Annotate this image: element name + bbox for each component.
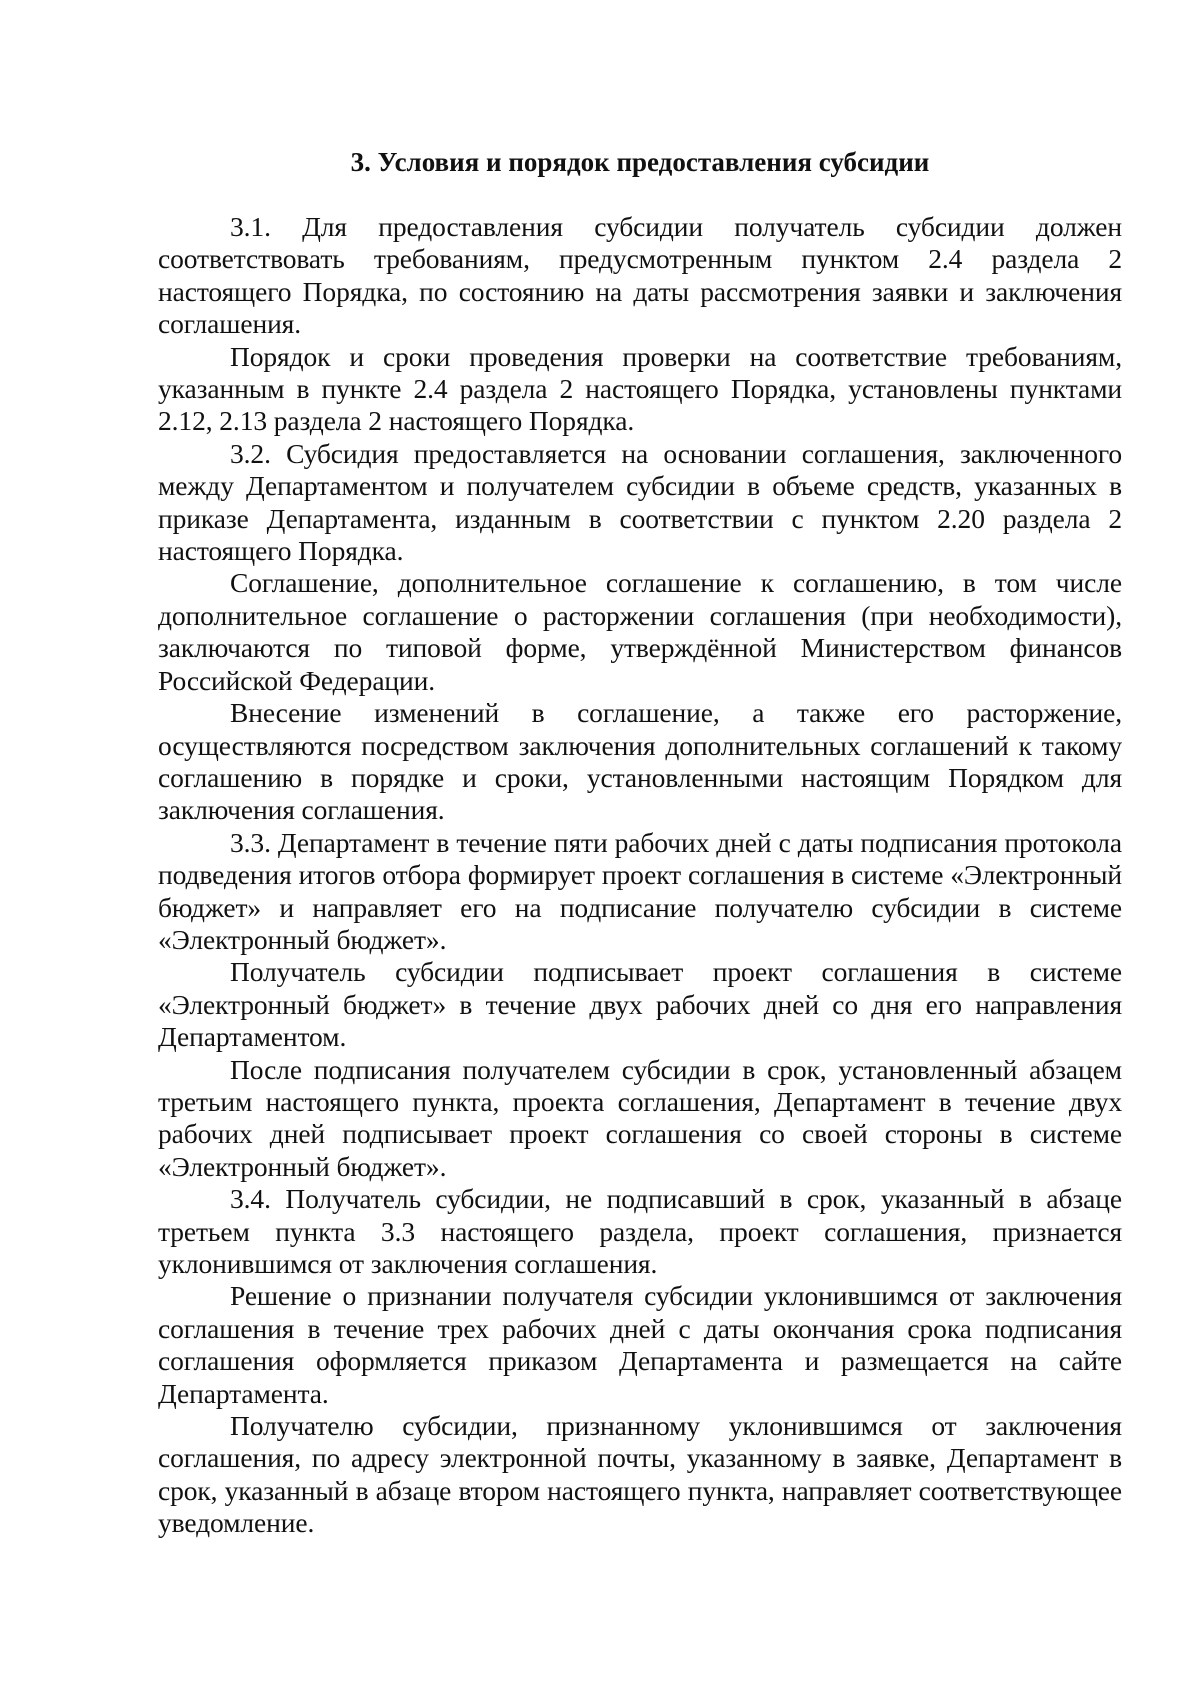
paragraph-evasion-decision: Решение о признании получателя субсидии уклонившимся от заключения соглашения в течение трех рабочих дней с даты окончания срока подписания соглашения оформляется приказом Департамента и размещается на сайте Департамента.: [158, 1280, 1122, 1409]
paragraph-agreement-changes: Внесение изменений в соглашение, а также его расторжение, осуществляются посредством заключения дополнительных соглашений к такому соглашению в порядке и сроки, установленными настоящим Порядком для заключения соглашения.: [158, 697, 1122, 826]
document-body: [158, 211, 1122, 1540]
section-title: 3. Условия и порядок предоставления субсидии: [350, 147, 930, 177]
paragraph-3-4: 3.4. Получатель субсидии, не подписавший в срок, указанный в абзаце третьем пункта 3.3 настоящего раздела, проект соглашения, признается уклонившимся от заключения соглашения.: [158, 1183, 1122, 1279]
paragraph-3-2: 3.2. Субсидия предоставляется на основании соглашения, заключенного между Департаментом и получателем субсидии в объеме средств, указанных в приказе Департамента, изданным в соответствии с пунктом 2.20 раздела 2 настоящего Порядка.: [158, 437, 1122, 567]
paragraph-notification: Получателю субсидии, признанному уклонившимся от заключения соглашения, по адресу электронной почты, указанному в заявке, Департамент в срок, указанный в абзаце втором настоящего пункта, направляет соответствующее уведомление.: [158, 1410, 1122, 1539]
paragraph-3-3: 3.3. Департамент в течение пяти рабочих дней с даты подписания протокола подведения итогов отбора формирует проект соглашения в системе «Электронный бюджет» и направляет его на подписание получателю субсидии в системе «Электронный бюджет».: [158, 826, 1122, 955]
paragraph-department-signs: После подписания получателем субсидии в срок, установленный абзацем третьим настоящего пункта, проекта соглашения, Департамент в течение двух рабочих дней подписывает проект соглашения со своей стороны в системе «Электронный бюджет».: [158, 1053, 1122, 1182]
paragraph-agreement-form: Соглашение, дополнительное соглашение к соглашению, в том числе дополнительное соглашение о расторжении соглашения (при необходимости), заключаются по типовой форме, утверждённой Министерством финансов Российской Федерации.: [158, 567, 1122, 696]
paragraph-check-procedure: Порядок и сроки проведения проверки на соответствие требованиям, указанным в пункте 2.4 раздела 2 настоящего Порядка, установлены пунктами 2.12, 2.13 раздела 2 настоящего Порядка.: [158, 340, 1122, 437]
paragraph-recipient-signs: Получатель субсидии подписывает проект соглашения в системе «Электронный бюджет» в течение двух рабочих дней со дня его направления Департаментом.: [158, 956, 1122, 1053]
paragraph-3-1: 3.1. Для предоставления субсидии получатель субсидии должен соответствовать требованиям, предусмотренным пунктом 2.4 раздела 2 настоящего Порядка, по состоянию на даты рассмотрения заявки и заключения соглашения.: [158, 211, 1122, 340]
